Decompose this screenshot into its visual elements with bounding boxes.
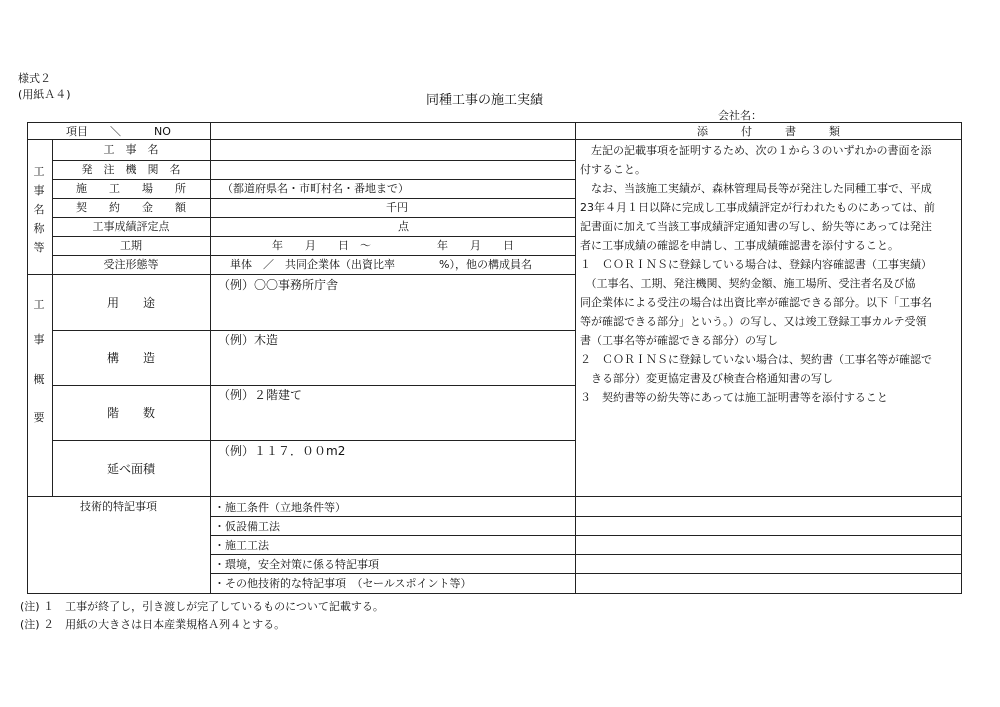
row-value-floors: （例）２階建て bbox=[218, 388, 303, 402]
technical-notes-label: 技術的特記事項 bbox=[80, 500, 157, 513]
form-number: 様式２ bbox=[18, 72, 51, 85]
row-value-construction-site: （都道府県名・市町村名・番地まで） bbox=[222, 182, 409, 195]
row-label-order-type: 受注形態等 bbox=[103, 258, 159, 271]
row-label-usage: 用 途 bbox=[106, 296, 155, 310]
paper-size-note: (用紙Ａ４) bbox=[18, 88, 71, 101]
row-label-construction-period: 工期 bbox=[120, 239, 142, 252]
technical-item: ・施工工法 bbox=[214, 539, 269, 552]
footnote-1: (注) １ 工事が終了し，引き渡しが完了しているものについて記載する。 bbox=[20, 600, 384, 613]
row-label-floor-area: 延べ面積 bbox=[106, 462, 155, 476]
technical-item: ・環境，安全対策に係る特記事項 bbox=[214, 558, 379, 571]
row-label-contract-amount: 契 約 金 額 bbox=[76, 201, 186, 214]
page-title: 同種工事の施工実績 bbox=[426, 93, 544, 108]
technical-item: ・その他技術的な特記事項 （セールスポイント等） bbox=[214, 577, 472, 590]
row-label-structure: 構 造 bbox=[106, 351, 155, 365]
row-value-usage: （例）〇〇事務所庁舎 bbox=[218, 278, 339, 292]
company-name-label: 会社名： bbox=[718, 109, 762, 122]
row-label-construction-site: 施 工 場 所 bbox=[76, 182, 186, 195]
row-value-structure: （例）木造 bbox=[218, 333, 279, 347]
row-label-ordering-agency: 発 注 機 関 名 bbox=[81, 163, 181, 176]
row-value-floor-area: （例）１１７．００m2 bbox=[218, 444, 346, 458]
row-value-order-type: 単体 ／ 共同企業体（出資比率 %），他の構成員名 bbox=[230, 258, 532, 271]
row-label-project-name: 工 事 名 bbox=[103, 143, 159, 156]
row-value-construction-period: 年 月 日 ～ 年 月 日 bbox=[272, 239, 514, 252]
technical-item: ・施工条件（立地条件等） bbox=[214, 501, 346, 514]
footnote-2: (注) ２ 用紙の大きさは日本産業規格Ａ列４とする。 bbox=[20, 618, 286, 631]
row-label-floors: 階 数 bbox=[106, 406, 155, 420]
column-header-item: 項目 ＼ NO bbox=[66, 125, 171, 138]
row-label-evaluation-score: 工事成績評定点 bbox=[92, 220, 170, 233]
row-value-evaluation-score: 点 bbox=[398, 220, 409, 233]
column-header-attachments: 添 付 書 類 bbox=[697, 125, 840, 138]
row-value-contract-amount: 千円 bbox=[386, 201, 408, 214]
technical-item: ・仮設備工法 bbox=[214, 520, 280, 533]
